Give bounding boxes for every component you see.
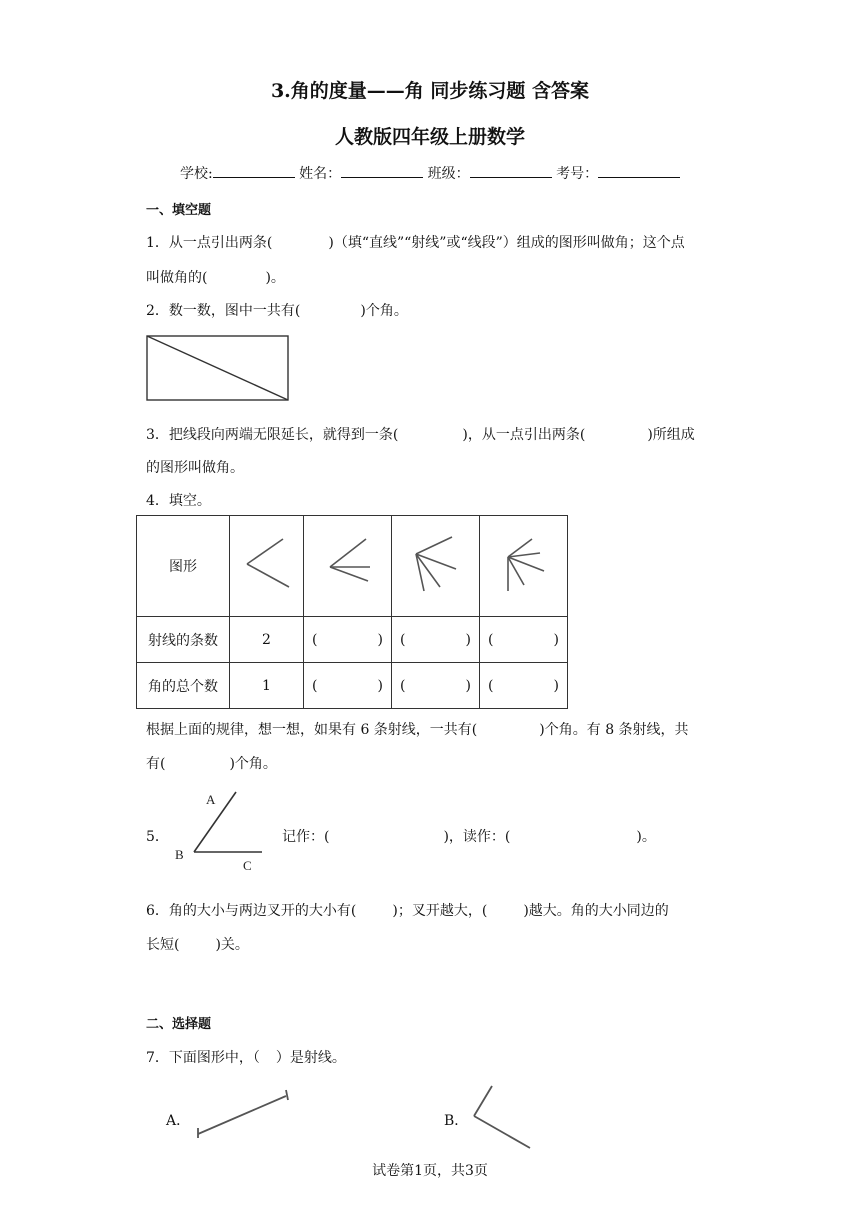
- q6-text-c: )越大。角的大小同边的: [523, 903, 669, 919]
- q7-text-b: ）是射线。: [275, 1050, 346, 1066]
- question-3-line-2: 的图形叫做角。: [146, 460, 244, 476]
- exam-no-label: 考号：: [556, 166, 599, 182]
- ray-count-cell-2[interactable]: [304, 617, 392, 663]
- q6-text-e: )关。: [215, 937, 249, 953]
- paren-open: (: [488, 631, 494, 648]
- q6-text-a: 6．角的大小与两边叉开的大小有(: [146, 903, 357, 919]
- option-b-figure: [468, 1080, 538, 1152]
- q1-text-d: )。: [265, 270, 285, 286]
- paren-close: ): [465, 677, 471, 694]
- class-label: 班级：: [427, 166, 470, 182]
- q6-text-d: 长短(: [146, 937, 180, 953]
- q2-rectangle-diagram: [146, 335, 290, 403]
- paren-close: ): [377, 631, 383, 648]
- question-4-prompt: 4．填空。: [146, 493, 211, 509]
- document-title: 3.角的度量——角 同步练习题 含答案: [270, 80, 590, 102]
- paren-open: (: [400, 677, 406, 694]
- question-6-line-1: [146, 900, 669, 920]
- option-b-label[interactable]: B．: [444, 1113, 469, 1129]
- q4-after-text-b: )个角。有 8 条射线，共: [539, 722, 689, 738]
- school-blank[interactable]: [213, 165, 295, 178]
- two-rays-figure: [237, 529, 297, 599]
- figure-five-rays: [480, 516, 568, 617]
- student-info-line: [180, 163, 680, 183]
- ray-count-cell-1: 2: [230, 617, 304, 663]
- q6-text-b: )；叉开越大，(: [392, 903, 488, 919]
- q1-text-c: 叫做角的(: [146, 270, 208, 286]
- angle-count-cell-2[interactable]: [304, 663, 392, 709]
- q5-text-c: )。: [636, 829, 656, 845]
- q2-text-a: 2．数一数，图中一共有(: [146, 303, 301, 319]
- ray-count-cell-4[interactable]: [480, 617, 568, 663]
- class-blank[interactable]: [470, 165, 552, 178]
- section-choice-heading: 二、选择题: [146, 1017, 212, 1032]
- question-1-line-1: [146, 232, 685, 252]
- name-blank[interactable]: [341, 165, 423, 178]
- exam-no-blank[interactable]: [598, 165, 680, 178]
- paren-open: (: [488, 677, 494, 694]
- three-rays-figure: [318, 529, 378, 599]
- figure-four-rays: [392, 516, 480, 617]
- row-label-ray-count: 射线的条数: [137, 617, 230, 663]
- figure-three-rays: [304, 516, 392, 617]
- paren-close: ): [465, 631, 471, 648]
- point-b-label: B: [175, 847, 184, 862]
- question-2-line: [146, 300, 408, 320]
- page-footer: 试卷第1页，共3页: [372, 1163, 488, 1179]
- table-row-figures: [137, 516, 568, 617]
- q5-angle-abc-diagram: [170, 786, 270, 876]
- option-a-figure: [192, 1086, 296, 1142]
- q1-text-a: 1．从一点引出两条(: [146, 235, 273, 251]
- angle-count-cell-3[interactable]: [392, 663, 480, 709]
- angle-count-cell-4[interactable]: [480, 663, 568, 709]
- question-6-line-2: [146, 934, 249, 954]
- angle-count-cell-1: 1: [230, 663, 304, 709]
- school-label: 学校:: [180, 166, 213, 182]
- option-a-label[interactable]: A．: [166, 1113, 191, 1129]
- paren-close: ): [553, 631, 559, 648]
- q4-after-text-d: )个角。: [229, 756, 277, 772]
- q1-text-b: )（填“直线”“射线”或“线段”）组成的图形叫做角；这个点: [328, 235, 685, 251]
- row-label-figure: 图形: [137, 516, 230, 617]
- point-a-label: A: [206, 792, 216, 807]
- document-subtitle: 人教版四年级上册数学: [334, 126, 525, 148]
- table-row-ray-count: [137, 617, 568, 663]
- question-5-number: 5．: [146, 829, 169, 845]
- paren-close: ): [377, 677, 383, 694]
- q3-text-a: 3．把线段向两端无限延长，就得到一条(: [146, 427, 399, 443]
- paren-open: (: [400, 631, 406, 648]
- question-5-line: [282, 826, 656, 846]
- point-c-label: C: [243, 858, 252, 873]
- row-label-angle-count: 角的总个数: [137, 663, 230, 709]
- paren-open: (: [312, 631, 318, 648]
- paren-close: ): [553, 677, 559, 694]
- name-label: 姓名：: [299, 166, 342, 182]
- q4-after-text-a: 根据上面的规律，想一想，如果有 6 条射线，一共有(: [146, 722, 478, 738]
- four-rays-figure: [406, 529, 466, 599]
- ray-count-cell-3[interactable]: [392, 617, 480, 663]
- q4-after-text-c: 有(: [146, 756, 166, 772]
- q3-text-c: )所组成: [647, 427, 695, 443]
- q5-text-b: )，读作：(: [443, 829, 511, 845]
- q4-table: [136, 515, 568, 709]
- q3-text-b: )，从一点引出两条(: [462, 427, 586, 443]
- question-7-line: [146, 1047, 346, 1067]
- q7-text-a: 7．下面图形中，（: [146, 1050, 260, 1066]
- section-fill-in-heading: 一、填空题: [146, 203, 212, 218]
- question-4-followup-line-1: [146, 719, 689, 739]
- question-4-followup-line-2: [146, 753, 277, 773]
- question-3-line-1: [146, 424, 695, 444]
- table-row-angle-count: [137, 663, 568, 709]
- paren-open: (: [312, 677, 318, 694]
- five-rays-figure: [494, 529, 554, 599]
- figure-two-rays: [230, 516, 304, 617]
- q2-text-b: )个角。: [360, 303, 408, 319]
- question-1-line-2: [146, 267, 285, 287]
- q5-text-a: 记作：(: [282, 829, 330, 845]
